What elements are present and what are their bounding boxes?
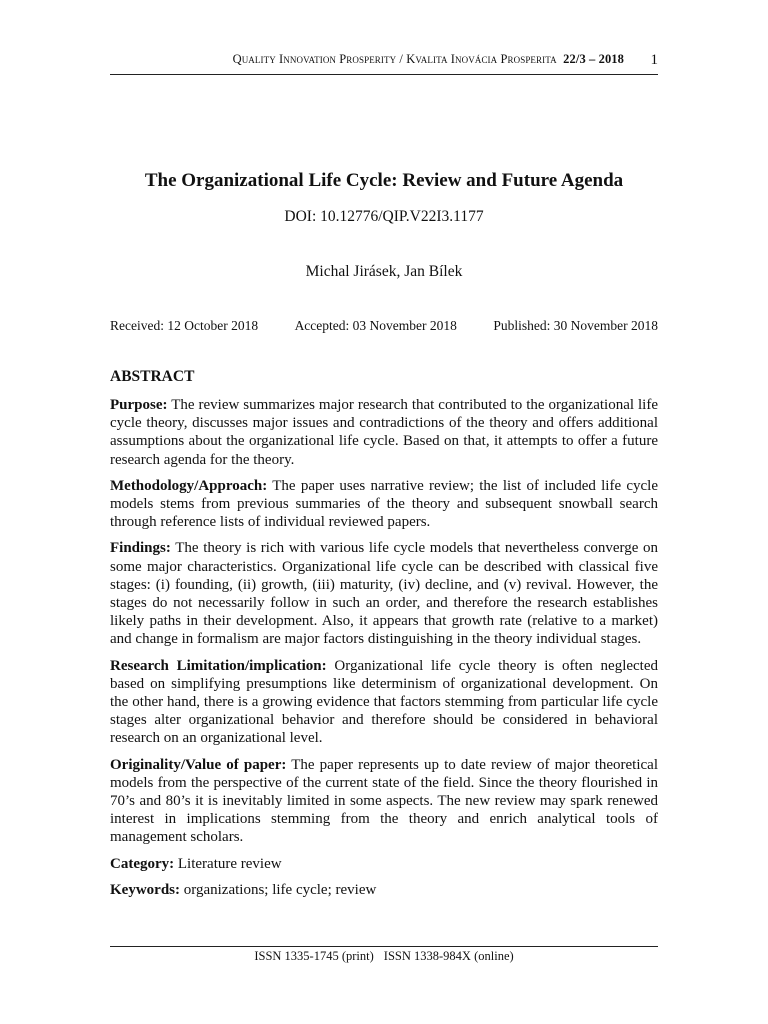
abstract-keywords [110,881,658,899]
running-header [110,50,658,75]
paper-doi: DOI: 10.12776/QIP.V22I3.1177 [284,208,484,225]
journal-issue: 22/3 – 2018 [563,52,624,66]
issn-online: ISSN 1338-984X (online) [383,949,514,963]
section-label: Purpose: [110,397,168,413]
section-text: The paper uses narrative review; the list of included life cycle models stems from previous summaries of the theory and subsequent snowball search through reference lists of individual reviewed papers. [110,477,658,531]
abstract-limitation [110,657,658,748]
section-label: Keywords: [110,881,180,898]
received-date: Received: 12 October 2018 [110,318,259,333]
section-label: Category: [110,855,175,872]
section-text: Literature review [177,855,282,872]
paper-authors: Michal Jirásek, Jan Bílek [305,263,463,280]
journal-header [233,52,624,67]
abstract-category [110,855,658,873]
paper-title: The Organizational Life Cycle: Review and Future Agenda [144,170,624,191]
issn-print: ISSN 1335-1745 (print) [254,949,374,963]
section-label: Research Limitation/implication: [110,657,327,674]
abstract-purpose [110,396,658,469]
abstract-heading: ABSTRACT [110,368,195,385]
section-label: Findings: [110,540,171,557]
abstract-methodology [110,477,658,532]
section-text: The review summarizes major research that contributed to the organizational life cycle theory, discusses major issues and contradictions of the theory and offers additional assumptions about the organizational life cycle. Based on that, it attempts to offer a future research agenda for the theory. [110,397,658,468]
section-text: organizations; life cycle; review [183,881,377,898]
section-text: The paper represents up to date review of major theoretical models from the perspective of the current state of the field. Since the theory flourished in 70’s and 80’s it is inevitably limited in some aspects. The new review may spark renewed interest in implications stemming from the theory and enrich analytical tools of management scholars. [110,756,658,846]
abstract-originality [110,756,658,847]
publication-dates [110,318,658,334]
page-number: 1 [650,52,658,68]
journal-name: Quality Innovation Prosperity / Kvalita Inovácia Prosperita [232,52,557,66]
abstract [110,368,658,907]
accepted-date: Accepted: 03 November 2018 [294,318,457,333]
section-text: The theory is rich with various life cycle models that nevertheless converge on some major characteristics. Organizational life cycle can be described with classical five stages: (i) founding, (ii) growth, (iii) maturity, (iv) decline, and (v) revival. However, the stages do not necessarily follow in such an order, and therefore the research establishes likely paths in their development. Also, it appears that growth rate (relative to a market) and change in formalism are major factors distinguishing in the theory individual stages. [110,540,658,648]
abstract-findings [110,539,658,648]
section-label: Originality/Value of paper: [110,756,287,773]
section-text: Organizational life cycle theory is often neglected based on simplifying presumptions like determinism of organizational development. On the other hand, there is a growing evidence that factors stemming from particular life cycle stages alter organizational behavior and therefore should be considered in behavioral research on an organizational level. [110,657,658,747]
page-footer [110,946,658,964]
published-date: Published: 30 November 2018 [493,318,658,333]
section-label: Methodology/Approach: [110,477,268,494]
